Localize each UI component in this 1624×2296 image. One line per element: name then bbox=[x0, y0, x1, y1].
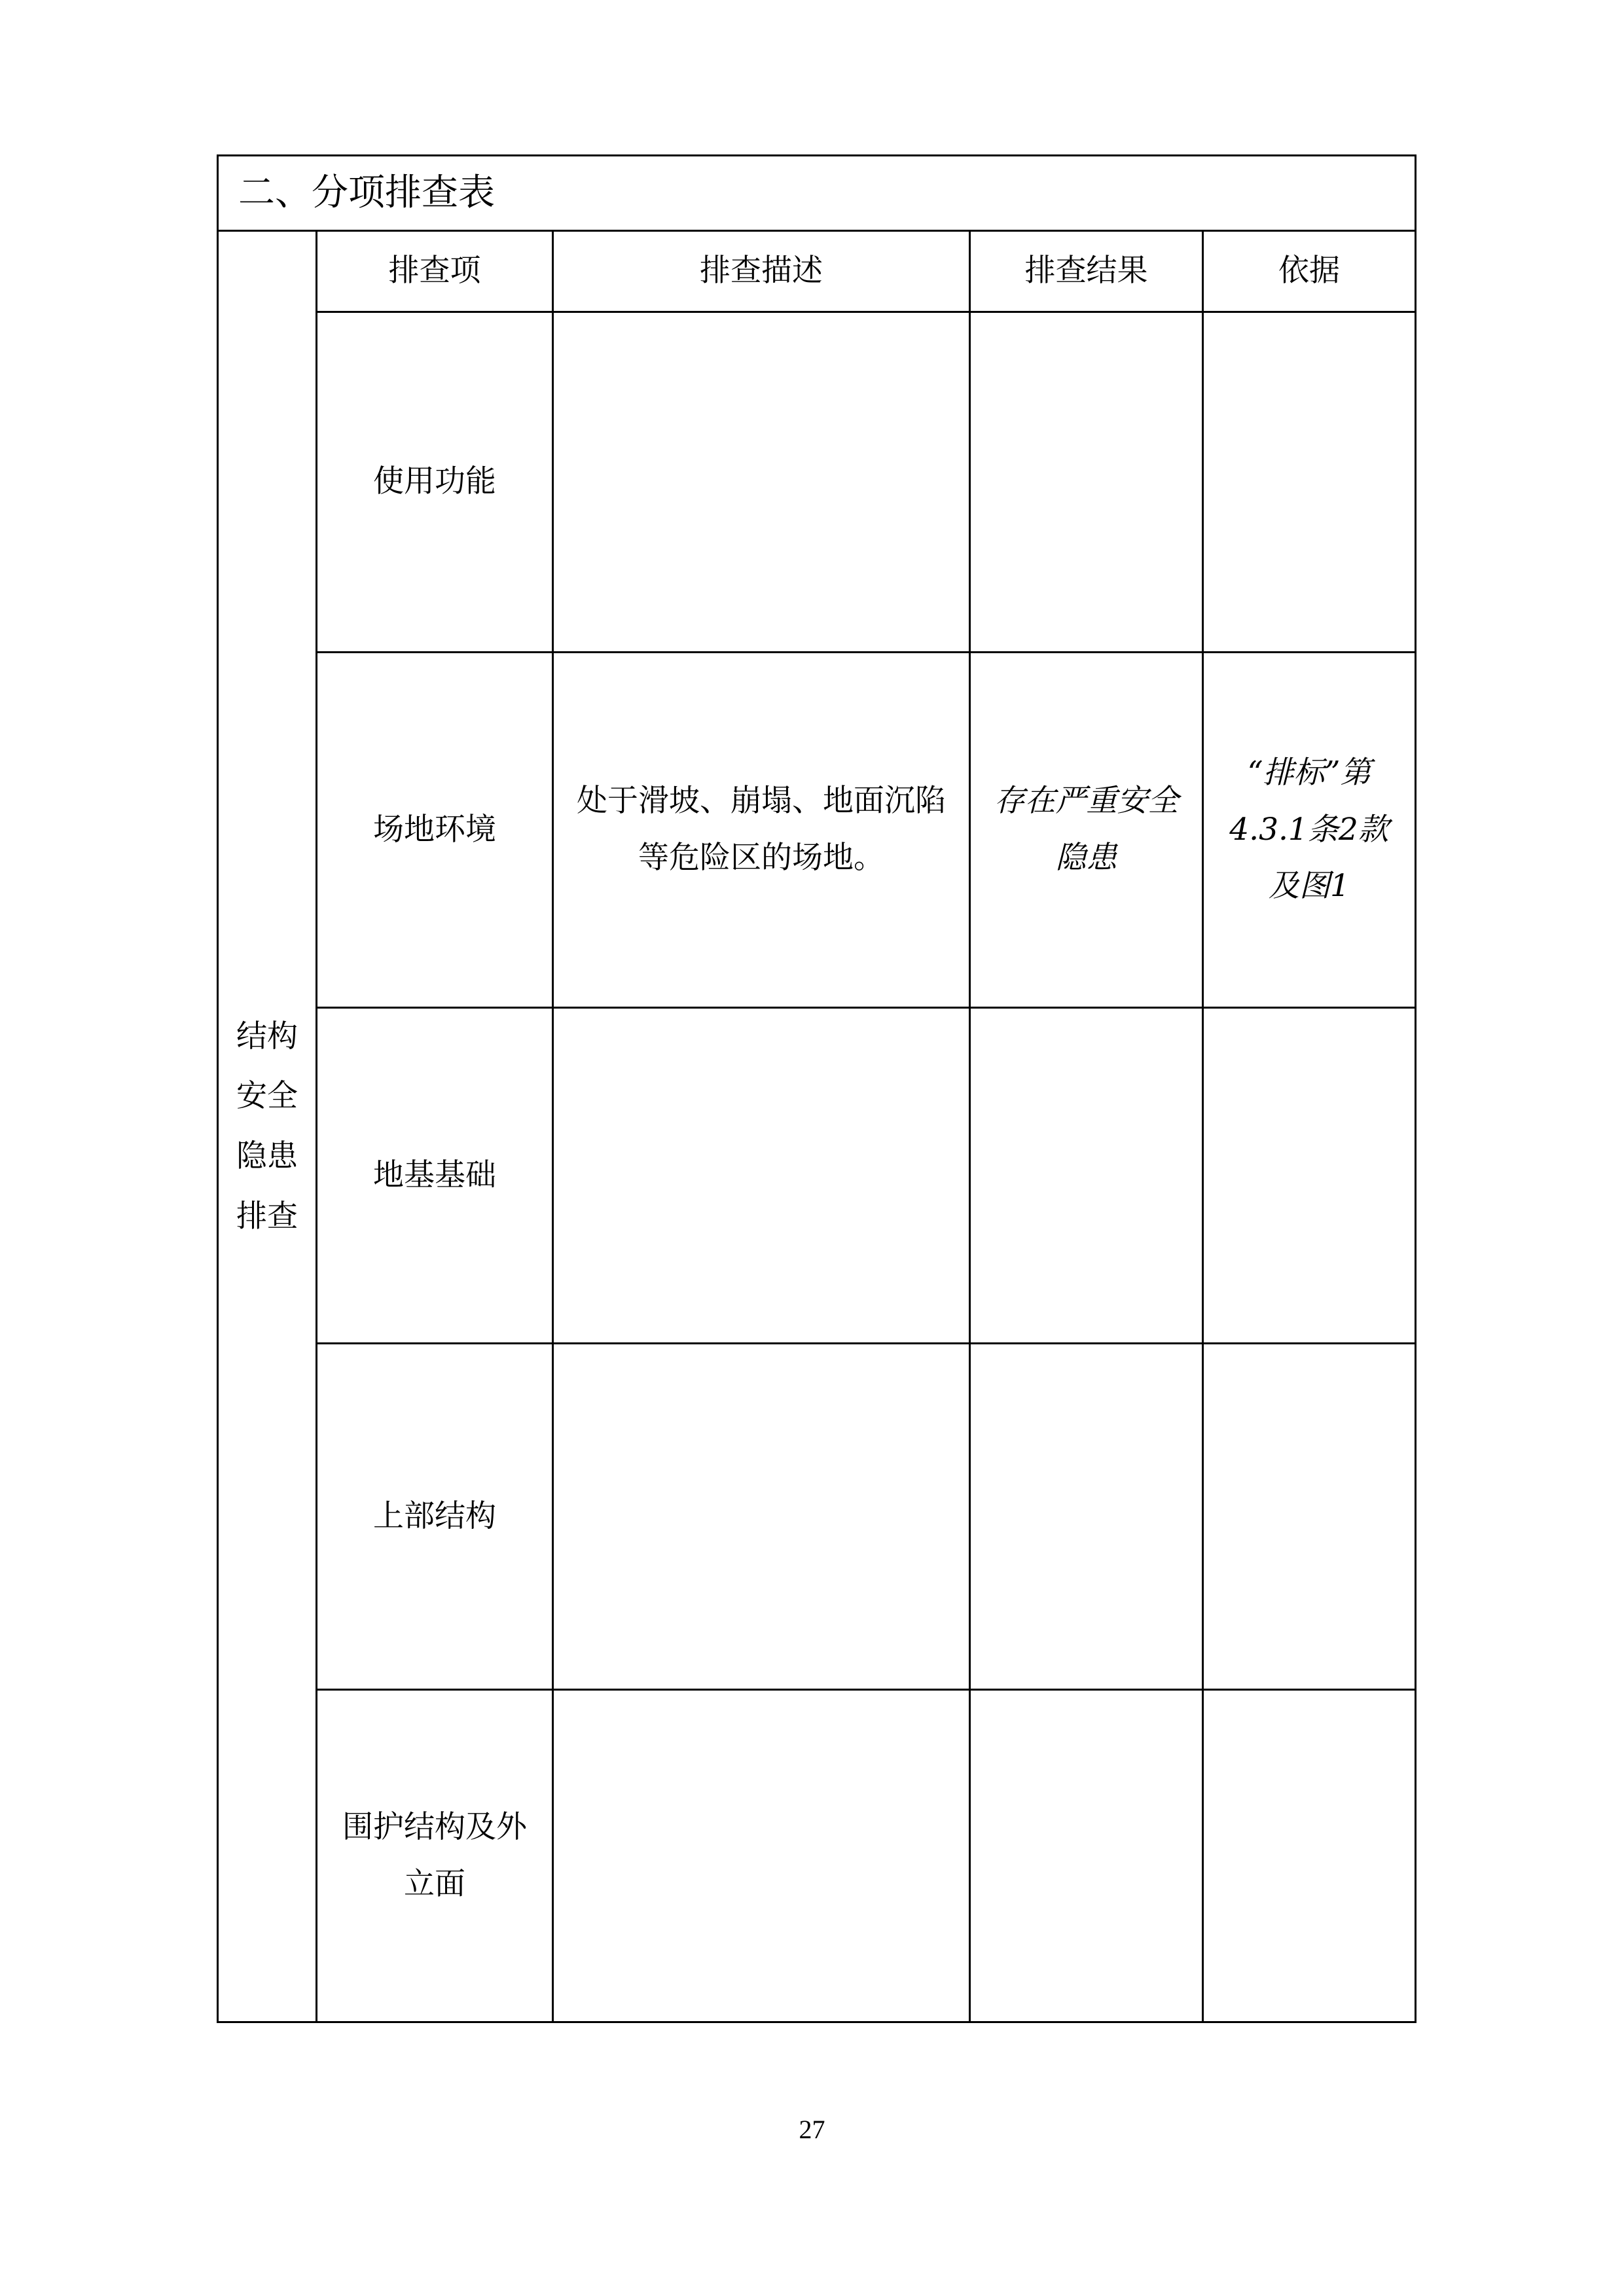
item-cell bbox=[317, 1344, 553, 1690]
basis-text: “排标”第4.3.1条2款及图1 bbox=[1229, 754, 1389, 905]
header-result: 排查结果 bbox=[970, 231, 1203, 312]
item-text: 使用功能 bbox=[373, 463, 496, 500]
item-cell bbox=[317, 312, 553, 653]
basis-cell bbox=[1203, 1690, 1416, 2022]
basis-cell bbox=[1203, 1344, 1416, 1690]
result-cell bbox=[970, 1690, 1203, 2022]
page-number: 27 bbox=[799, 2115, 825, 2144]
inspection-table bbox=[217, 154, 1416, 2023]
result-cell bbox=[970, 1344, 1203, 1690]
table-row bbox=[218, 1008, 1416, 1344]
item-text: 场地环境 bbox=[373, 811, 496, 848]
basis-cell bbox=[1203, 1008, 1416, 1344]
result-text: 存在严重安全隐患 bbox=[994, 783, 1179, 876]
description-text: 处于滑坡、崩塌、地面沉陷等危险区的场地。 bbox=[577, 783, 946, 876]
item-text: 围护结构及外立面 bbox=[342, 1808, 527, 1902]
item-text: 上部结构 bbox=[373, 1498, 496, 1534]
category-label-line: 隐患 bbox=[236, 1138, 298, 1174]
category-cell bbox=[218, 231, 317, 2022]
header-description: 排查描述 bbox=[553, 231, 970, 312]
description-cell bbox=[553, 653, 970, 1008]
description-cell bbox=[553, 1344, 970, 1690]
result-cell bbox=[970, 1008, 1203, 1344]
header-basis: 依据 bbox=[1203, 231, 1416, 312]
category-label-line: 安全 bbox=[236, 1078, 298, 1115]
section-title: 二、分项排查表 bbox=[218, 156, 1416, 231]
table-row bbox=[218, 312, 1416, 653]
section-title-row bbox=[218, 156, 1416, 231]
result-cell bbox=[970, 312, 1203, 653]
item-cell bbox=[317, 653, 553, 1008]
header-row bbox=[218, 231, 1416, 312]
basis-cell bbox=[1203, 653, 1416, 1008]
result-cell bbox=[970, 653, 1203, 1008]
item-text: 地基基础 bbox=[373, 1157, 496, 1193]
category-label-line: 排查 bbox=[236, 1198, 298, 1234]
basis-cell bbox=[1203, 312, 1416, 653]
description-cell bbox=[553, 1008, 970, 1344]
table-row bbox=[218, 1344, 1416, 1690]
description-cell bbox=[553, 1690, 970, 2022]
table-row bbox=[218, 1690, 1416, 2022]
table-row bbox=[218, 653, 1416, 1008]
header-item: 排查项 bbox=[317, 231, 553, 312]
category-label-line: 结构 bbox=[236, 1018, 298, 1054]
item-cell bbox=[317, 1008, 553, 1344]
item-cell bbox=[317, 1690, 553, 2022]
description-cell bbox=[553, 312, 970, 653]
